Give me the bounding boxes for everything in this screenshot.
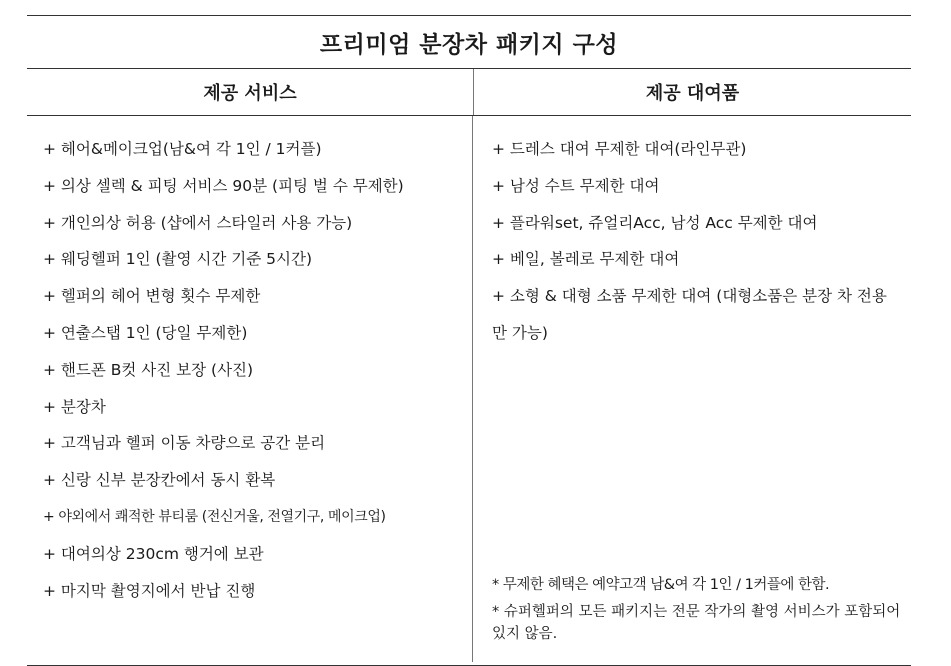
service-item: + 개인의상 허용 (샵에서 스타일러 사용 가능) <box>43 213 353 232</box>
package-title: 프리미엄 분장차 패키지 구성 <box>27 16 911 69</box>
service-item: + 신랑 신부 분장칸에서 동시 환복 <box>43 471 276 490</box>
service-item: + 웨딩헬퍼 1인 (촬영 시간 기준 5시간) <box>43 250 313 269</box>
service-item: + 마지막 촬영지에서 반납 진행 <box>43 581 256 600</box>
footnote: * 슈퍼헬퍼의 모든 패키지는 전문 작가의 촬영 서비스가 포함되어 있지 않음. <box>492 604 901 642</box>
service-item: + 분장차 <box>43 397 106 416</box>
rental-item: + 남성 수트 무제한 대여 <box>492 176 660 195</box>
service-item: + 야외에서 쾌적한 뷰티룸 (전신거울, 전열기구, 메이크업) <box>43 508 386 525</box>
service-item: + 의상 셀렉 & 피팅 서비스 90분 (피팅 벌 수 무제한) <box>43 176 404 195</box>
services-list <box>27 116 473 662</box>
rental-item: + 소형 & 대형 소품 무제한 대여 (대형소품은 분장 차 전용만 가능) <box>492 287 887 342</box>
service-item: + 연출스탭 1인 (당일 무제한) <box>43 323 248 342</box>
column-headers <box>27 69 911 116</box>
rentals-header: 제공 대여품 <box>645 83 740 104</box>
footnote: * 무제한 혜택은 예약고객 남&여 각 1인 / 1커플에 한함. <box>492 577 830 593</box>
footnotes <box>492 574 902 645</box>
rentals-list <box>473 116 910 662</box>
service-item: + 핸드폰 B컷 사진 보장 (사진) <box>43 360 254 379</box>
service-item: + 대여의상 230cm 행거에 보관 <box>43 544 264 563</box>
service-item: + 헤어&메이크업(남&여 각 1인 / 1커플) <box>43 140 322 158</box>
rental-item: + 베일, 볼레로 무제한 대여 <box>492 250 680 269</box>
package-table <box>27 15 911 666</box>
service-item: + 헬퍼의 헤어 변형 횟수 무제한 <box>43 287 261 306</box>
package-body <box>27 116 911 662</box>
rental-item: + 드레스 대여 무제한 대여(라인무관) <box>492 140 747 158</box>
services-header: 제공 서비스 <box>27 69 474 115</box>
service-item: + 고객님과 헬퍼 이동 차량으로 공간 분리 <box>43 434 326 453</box>
rental-item: + 플라워set, 쥬얼리Acc, 남성 Acc 무제한 대여 <box>492 213 818 232</box>
